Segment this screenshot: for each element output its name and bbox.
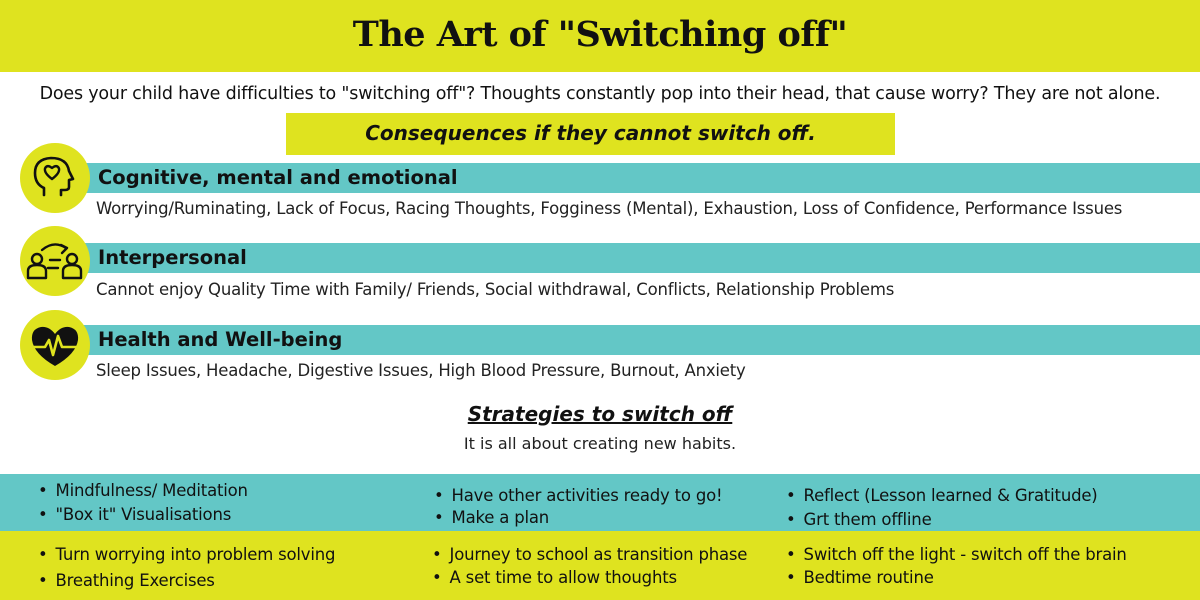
category-band-interpersonal xyxy=(48,243,1200,273)
category-title: Health and Well-being xyxy=(98,328,343,351)
page-title: The Art of "Switching off" xyxy=(352,14,848,55)
category-description: Worrying/Ruminating, Lack of Focus, Racing Thoughts, Fogginess (Mental), Exhaustion, Loss of Confidence, Performance Issues xyxy=(96,199,1123,218)
strategy-item: • Switch off the light - switch off the brain xyxy=(786,545,1127,564)
category-title: Cognitive, mental and emotional xyxy=(98,166,458,189)
strategy-item: • Breathing Exercises xyxy=(38,571,215,590)
strategies-title: Strategies to switch off xyxy=(467,402,733,426)
heartbeat-icon xyxy=(20,310,90,380)
strategy-item: • Journey to school as transition phase xyxy=(432,545,747,564)
strategy-item: • Make a plan xyxy=(434,508,549,527)
consequences-banner xyxy=(286,113,895,155)
intro-text: Does your child have difficulties to "switching off"? Thoughts constantly pop into their head, that cause worry? They are not alone. xyxy=(39,84,1161,104)
category-title: Interpersonal xyxy=(98,246,247,269)
category-description: Sleep Issues, Headache, Digestive Issues, High Blood Pressure, Burnout, Anxiety xyxy=(96,361,746,380)
strategy-item: • Turn worrying into problem solving xyxy=(38,545,335,564)
strategy-item: • Mindfulness/ Meditation xyxy=(38,481,248,500)
strategy-item: • Reflect (Lesson learned & Gratitude) xyxy=(786,486,1098,505)
strategy-item: • Bedtime routine xyxy=(786,568,934,587)
strategy-item: • Have other activities ready to go! xyxy=(434,486,722,505)
consequences-heading: Consequences if they cannot switch off. xyxy=(365,121,816,145)
strategy-item: • A set time to allow thoughts xyxy=(432,568,677,587)
strategy-item: • Grt them offline xyxy=(786,510,932,529)
category-band-health xyxy=(48,325,1200,355)
category-band-cognitive xyxy=(48,163,1200,193)
strategies-subtitle: It is all about creating new habits. xyxy=(463,434,737,453)
category-description: Cannot enjoy Quality Time with Family/ Friends, Social withdrawal, Conflicts, Relationship Problems xyxy=(96,280,895,299)
strategy-item: • "Box it" Visualisations xyxy=(38,505,231,524)
head-heart-icon xyxy=(20,143,90,213)
people-exchange-icon xyxy=(20,226,90,296)
